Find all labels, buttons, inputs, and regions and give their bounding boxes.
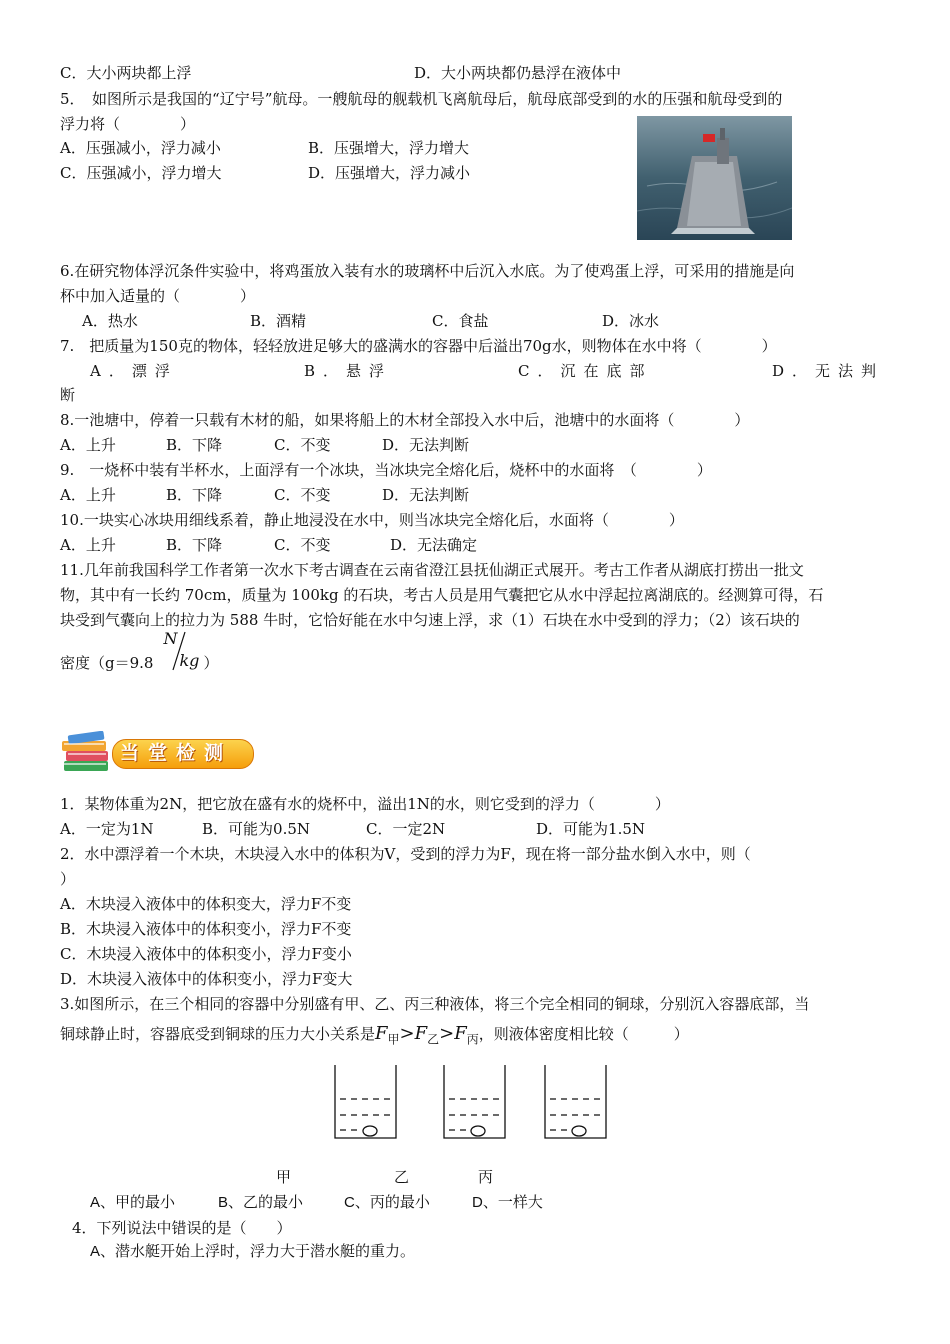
section-banner: [60, 731, 260, 777]
q7-option-d: D．无法判: [772, 362, 885, 380]
beaker-jia: [335, 1065, 396, 1138]
t3-stem-line2: [60, 1023, 689, 1051]
t2-option-b: B．木块浸入液体中的体积变小，浮力F不变: [60, 920, 352, 938]
t3-stem-prefix: 铜球静止时，容器底受到铜球的压力大小关系是: [60, 1025, 376, 1043]
q5-stem-line2: 浮力将（ ）: [60, 115, 196, 133]
t2-option-a: A．木块浸入液体中的体积变大，浮力F不变: [60, 895, 352, 913]
t1-stem: 1．某物体重为2N，把它放在盛有水的烧杯中，溢出1N的水，则它受到的浮力（ ）: [60, 795, 670, 813]
beaker-bing: [545, 1065, 606, 1138]
q6-option-a: A．热水: [82, 312, 138, 330]
t1-option-d: D．可能为1.5N: [536, 820, 646, 838]
q10-option-d: D．无法确定: [390, 536, 478, 554]
q6-option-d: D．冰水: [602, 312, 660, 330]
beaker-label-bing: 丙: [478, 1168, 494, 1186]
q6-option-b: B．酒精: [250, 312, 307, 330]
t4-option-a: A、潜水艇开始上浮时，浮力大于潜水艇的重力。: [90, 1243, 416, 1260]
q5-option-d: D．压强增大，浮力减小: [308, 164, 471, 182]
q4-option-d: D．大小两块都仍悬浮在液体中: [414, 64, 622, 82]
t4-stem: 4．下列说法中错误的是（ ）: [72, 1219, 292, 1237]
beaker-label-jia: 甲: [276, 1168, 292, 1186]
q7-option-c: C．沉在底部: [518, 362, 653, 380]
t2-stem-line1: 2．水中漂浮着一个木块，木块浸入水中的体积为V，受到的浮力为F，现在将一部分盐水倒入水中，则（: [60, 845, 751, 863]
aircraft-carrier-image: [637, 116, 792, 240]
q10-option-b: B．下降: [166, 536, 223, 554]
t2-option-c: C．木块浸入液体中的体积变小，浮力F变小: [60, 945, 352, 963]
q11-stem-line3: 块受到气囊向上的拉力为 588 牛时，它恰好能在水中匀速上浮，求（1）石块在水中受到的浮力；（2）该石块的: [60, 611, 800, 629]
q9-stem: 9. 一烧杯中装有半杯水，上面浮有一个冰块，当冰块完全熔化后，烧杯中的水面将 （ ）: [60, 461, 712, 479]
q10-stem: 10.一块实心冰块用细线系着，静止地浸没在水中，则当冰块完全熔化后，水面将（ ）: [60, 511, 684, 529]
t3-stem-line1: 3.如图所示，在三个相同的容器中分别盛有甲、乙、丙三种液体，将三个完全相同的铜球，分别沉入容器底部，当: [60, 995, 810, 1013]
unit-denominator: kg: [179, 651, 200, 670]
q10-option-a: A．上升: [60, 536, 116, 554]
q11-density-label: 密度（g＝9.8: [60, 654, 154, 672]
three-beakers-diagram: [330, 1063, 620, 1143]
q11-stem-line1: 11.几年前我国科学工作者第一次水下考古调查在云南省澄江县抚仙湖正式展开。考古工作者从湖底打捞出一批文: [60, 561, 804, 579]
q8-option-b: B．下降: [166, 436, 223, 454]
q8-stem: 8.一池塘中，停着一只载有木材的船，如果将船上的木材全部投入水中后，池塘中的水面将（ ）: [60, 411, 750, 429]
q7-stem-line3: 断: [60, 386, 76, 404]
t1-option-b: B．可能为0.5N: [202, 820, 311, 838]
q4-option-c: C．大小两块都上浮: [60, 64, 192, 82]
unit-numerator: N: [163, 629, 178, 648]
q11-close-paren: ）: [203, 654, 219, 672]
t3-option-c: C、丙的最小: [344, 1194, 430, 1211]
t3-stem-suffix: ，则液体密度相比较（ ）: [478, 1025, 689, 1043]
q11-stem-line2: 物，其中有一长约 70cm，质量为 100kg 的石块，考古人员是用气囊把它从水中浮起拉离湖底的。经测算可得，石: [60, 586, 824, 604]
books-icon: [60, 731, 120, 777]
t1-option-c: C．一定2N: [366, 820, 446, 838]
q7-option-a: A．漂浮: [90, 362, 178, 380]
aircraft-carrier-photo: [637, 116, 792, 240]
q5-stem-line1: 5． 如图所示是我国的“辽宁号”航母。一艘航母的舰载机飞离航母后，航母底部受到的水的压强和航母受到的: [60, 90, 783, 108]
q8-option-d: D．无法判断: [382, 436, 470, 454]
beaker-yi: [444, 1065, 505, 1138]
t3-option-d: D、一样大: [472, 1194, 543, 1211]
beaker-label-yi: 乙: [394, 1168, 410, 1186]
t3-option-a: A、甲的最小: [90, 1194, 176, 1211]
t3-option-b: B、乙的最小: [218, 1194, 304, 1211]
q8-option-a: A．上升: [60, 436, 116, 454]
q5-option-b: B．压强增大，浮力增大: [308, 139, 470, 157]
q6-stem-line2: 杯中加入适量的（ ）: [60, 287, 256, 305]
q6-stem-line1: 6.在研究物体浮沉条件实验中，将鸡蛋放入装有水的玻璃杯中后沉入水底。为了使鸡蛋上浮，可采用的措施是向: [60, 262, 795, 280]
t2-option-d: D．木块浸入液体中的体积变小，浮力F变大: [60, 970, 353, 988]
t2-stem-line2: ）: [60, 870, 76, 888]
t1-option-a: A．一定为1N: [60, 820, 154, 838]
q9-option-b: B．下降: [166, 486, 223, 504]
q8-option-c: C．不变: [274, 436, 331, 454]
q9-option-a: A．上升: [60, 486, 116, 504]
banner-title: 当堂检测: [120, 742, 233, 764]
q9-option-d: D．无法判断: [382, 486, 470, 504]
q7-option-b: B．悬浮: [304, 362, 393, 380]
q5-option-c: C．压强减小，浮力增大: [60, 164, 222, 182]
q9-option-c: C．不变: [274, 486, 331, 504]
q6-option-c: C．食盐: [432, 312, 489, 330]
unit-fraction: [153, 629, 200, 674]
q11-density-line: [60, 629, 219, 674]
q7-stem-line1: 7. 把质量为150克的物体，轻轻放进足够大的盛满水的容器中后溢出70g水，则物体在水中将（ ）: [60, 337, 777, 355]
q5-option-a: A．压强减小，浮力减小: [60, 139, 221, 157]
q10-option-c: C．不变: [274, 536, 331, 554]
force-relation: $F_甲>F_乙>F_丙$: [375, 1023, 479, 1047]
